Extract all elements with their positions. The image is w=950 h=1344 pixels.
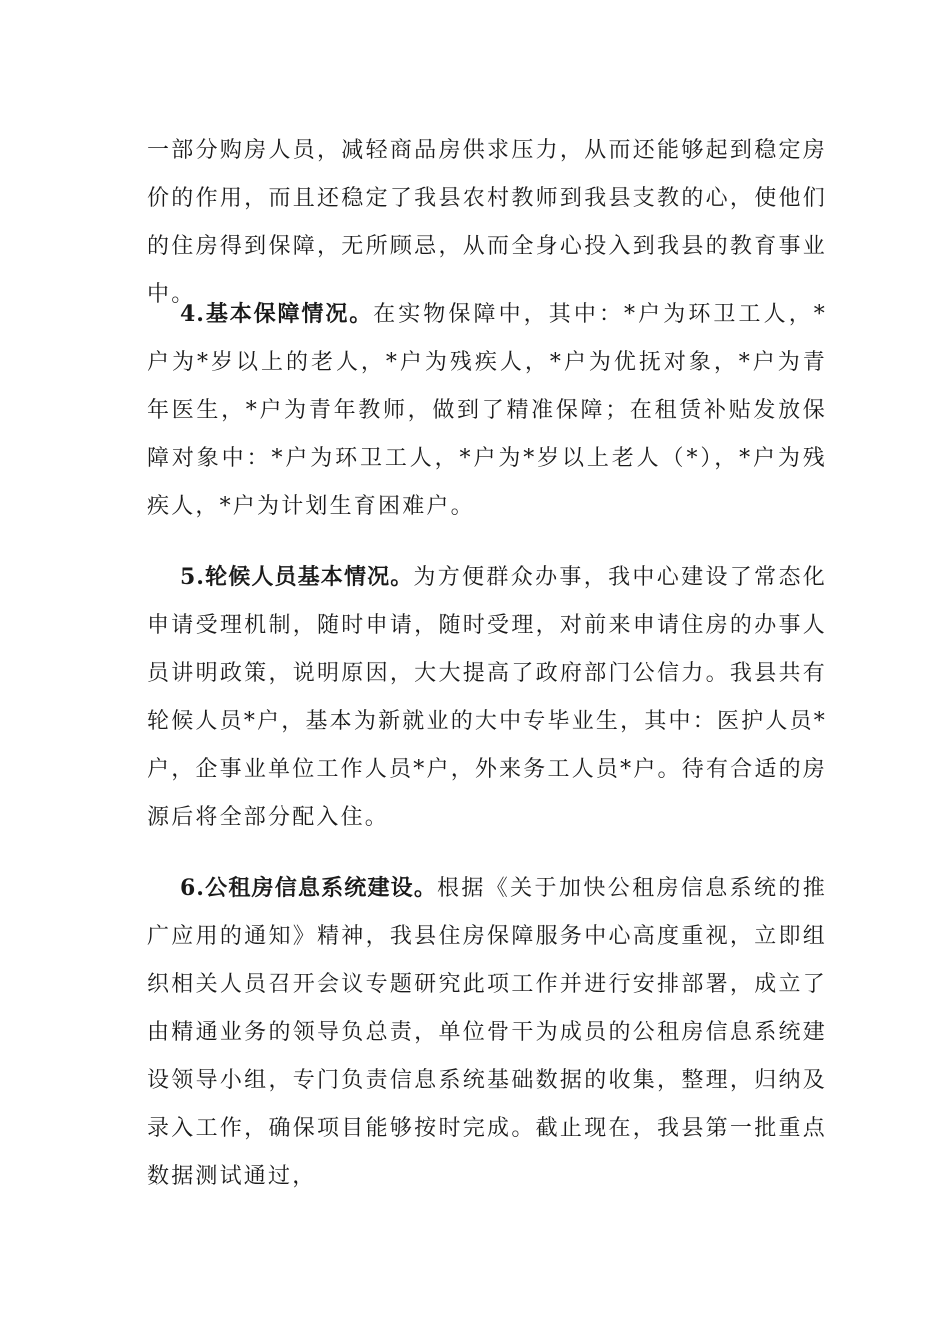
paragraph-body: 为方便群众办事，我中心建设了常态化申请受理机制，随时申请，随时受理，对前来申请住房的办事人员讲明政策，说明原因，大大提高了政府部门公信力。我县共有轮候人员*户，基本为新就业的大中专毕业生，其中：医护人员*户，企事业单位工作人员*户，外来务工人员*户。待有合适的房源后将全部分配入住。 — [147, 565, 828, 830]
paragraph-info-system — [147, 864, 827, 1201]
paragraph-heading: 4.基本保障情况。 — [180, 301, 374, 327]
paragraph-body: 根据《关于加快公租房信息系统的推广应用的通知》精神，我县住房保障服务中心高度重视，立即组织相关人员召开会议专题研究此项工作并进行安排部署，成立了由精通业务的领导负总责，单位骨干为成员的公租房信息系统建设领导小组，专门负责信息系统基础数据的收集，整理，归纳及录入工作，确保项目能够按时完成。截止现在，我县第一批重点数据测试通过， — [147, 876, 828, 1189]
paragraph-body: 一部分购房人员，减轻商品房供求压力，从而还能够起到稳定房价的作用，而且还稳定了我县农村教师到我县支教的心，使他们的住房得到保障，无所顾忌，从而全身心投入到我县的教育事业中。 — [147, 138, 827, 307]
paragraph-waiting-list — [147, 553, 827, 842]
paragraph-body: 在实物保障中，其中：*户为环卫工人，*户为*岁以上的老人，*户为残疾人，*户为优抚对象，*户为青年医生，*户为青年教师，做到了精准保障；在租赁补贴发放保障对象中：*户为环卫工人，*户为*岁以上老人（*），*户为残疾人，*户为计划生育困难户。 — [147, 302, 828, 519]
paragraph-basic-guarantee — [147, 290, 827, 531]
paragraph-heading: 5.轮候人员基本情况。 — [180, 564, 414, 590]
paragraph-heading: 6.公租房信息系统建设。 — [180, 875, 438, 901]
